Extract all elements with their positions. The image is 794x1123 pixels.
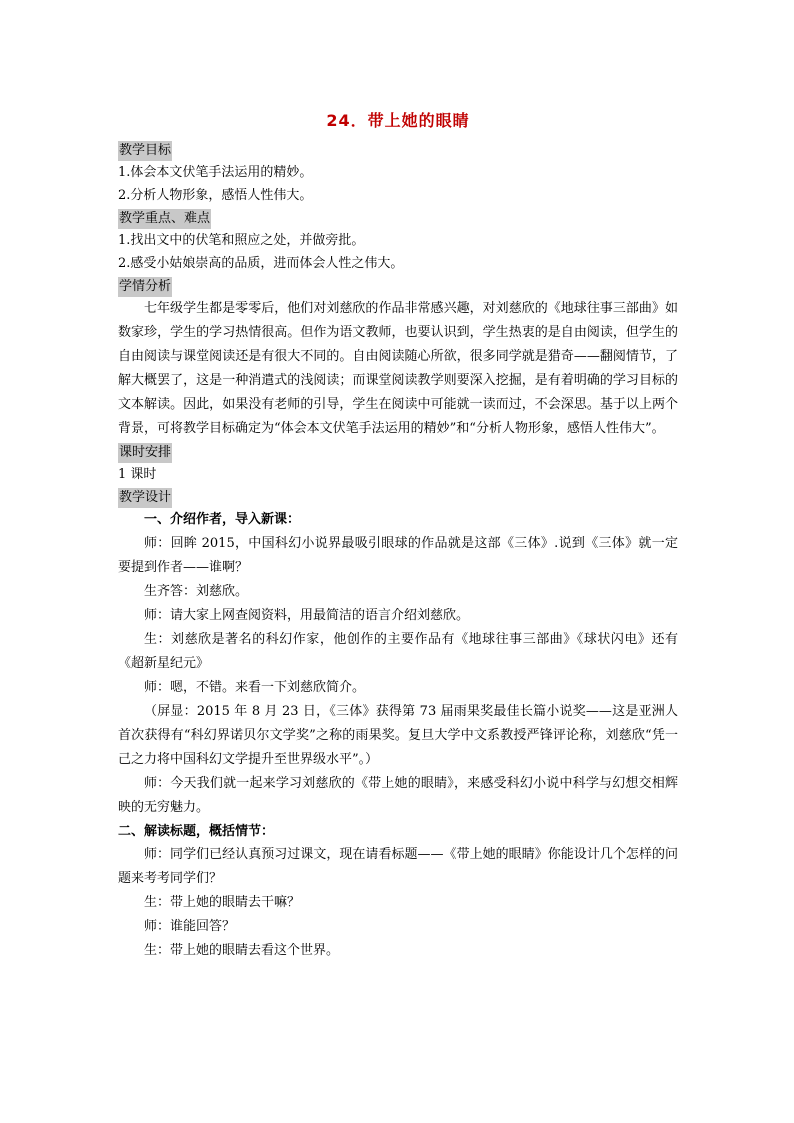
dialogue-line: （屏显：2015 年 8 月 23 日，《三体》获得第 73 届雨果奖最佳长篇小说奖——这是亚洲人首次获得有“科幻界诺贝尔文学奖”之称的雨果奖。复旦大学中文系教授严锋评论称，刘慈欣“凭一己之力将中国科幻文学提升至世界级水平”。） bbox=[118, 704, 678, 767]
key-point-item: 1.找出文中的伏笔和照应之处，并做旁批。 bbox=[118, 233, 365, 248]
step-heading: 一、介绍作者，导入新课： bbox=[144, 512, 301, 527]
section-heading-design: 教学设计 bbox=[118, 488, 172, 508]
analysis-paragraph: 七年级学生都是零零后，他们对刘慈欣的作品非常感兴趣，对刘慈欣的《地球往事三部曲》如数家珍，学生的学习热情很高。但作为语文教师，也要认识到，学生热衷的是自由阅读，但学生的自由阅读与课堂阅读还是有很大不同的。自由阅读随心所欲，很多同学就是猎奇——翻阅情节，了解大概罢了，这是一种消遣式的浅阅读；而课堂阅读教学则要深入挖掘，是有着明确的学习目标的文本解读。因此，如果没有老师的引导，学生在阅读中可能就一读而过，不会深思。基于以上两个背景，可将教学目标确定为“体会本文伏笔手法运用的精妙”和“分析人物形象，感悟人性伟大”。 bbox=[118, 301, 678, 436]
step-heading: 二、解读标题，概括情节： bbox=[118, 824, 275, 839]
section-heading-analysis: 学情分析 bbox=[118, 277, 172, 297]
dialogue-line: 师：嗯，不错。来看一下刘慈欣简介。 bbox=[144, 680, 366, 695]
section-heading-goals: 教学目标 bbox=[118, 141, 172, 161]
schedule-text: 1 课时 bbox=[118, 467, 157, 482]
section-heading-key-points: 教学重点、难点 bbox=[118, 209, 211, 229]
dialogue-line: 师：今天我们就一起来学习刘慈欣的《带上她的眼睛》，来感受科幻小说中科学与幻想交相辉映的无穷魅力。 bbox=[118, 776, 678, 815]
dialogue-line: 师：同学们已经认真预习过课文，现在请看标题——《带上她的眼睛》你能设计几个怎样的问题来考考同学们？ bbox=[118, 847, 678, 886]
goal-item: 2.分析人物形象，感悟人性伟大。 bbox=[118, 188, 313, 203]
goal-item: 1.体会本文伏笔手法运用的精妙。 bbox=[118, 165, 313, 180]
dialogue-line: 师：回眸 2015，中国科幻小说界最吸引眼球的作品就是这部《三体》.说到《三体》就一定要提到作者——谁啊？ bbox=[118, 536, 678, 575]
dialogue-line: 师：谁能回答？ bbox=[144, 919, 236, 934]
section-heading-schedule: 课时安排 bbox=[118, 443, 172, 463]
dialogue-line: 师：请大家上网查阅资料，用最简洁的语言介绍刘慈欣。 bbox=[144, 608, 470, 623]
dialogue-line: 生齐答：刘慈欣。 bbox=[144, 584, 249, 599]
dialogue-line: 生：带上她的眼睛去看这个世界。 bbox=[144, 943, 340, 958]
document-title: 24．带上她的眼睛 bbox=[326, 111, 470, 130]
dialogue-line: 生：带上她的眼睛去干嘛？ bbox=[144, 895, 301, 910]
dialogue-line: 生：刘慈欣是著名的科幻作家，他创作的主要作品有《地球往事三部曲》《球状闪电》还有《超新星纪元》 bbox=[118, 632, 678, 671]
document-page bbox=[118, 100, 678, 963]
key-point-item: 2.感受小姑娘崇高的品质，进而体会人性之伟大。 bbox=[118, 256, 404, 271]
